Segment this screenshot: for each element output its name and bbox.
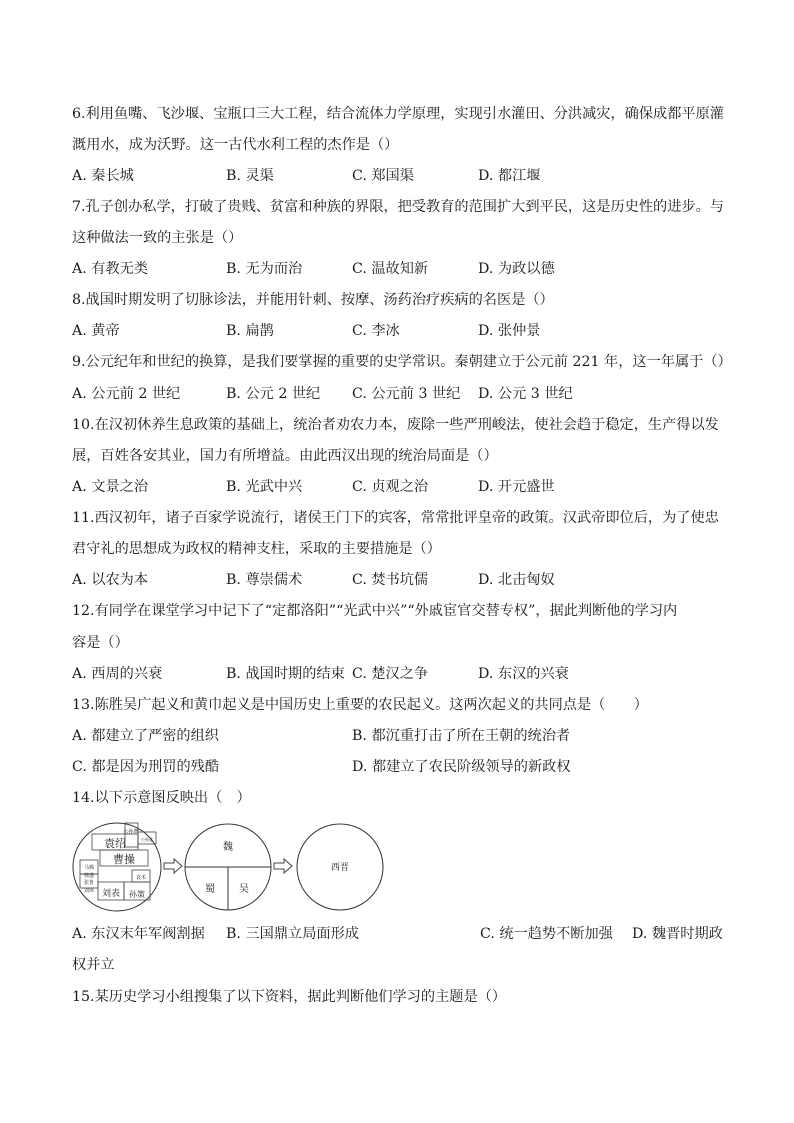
q7-option-a[interactable]: A. 有教无类 bbox=[72, 261, 149, 277]
q13-option-b[interactable]: B. 都沉重打击了所在王朝的统治者 bbox=[352, 728, 571, 744]
q13-option-d[interactable]: D. 都建立了农民阶级领导的新政权 bbox=[352, 759, 571, 775]
warlord-gongsundu: 公孙度 bbox=[141, 837, 153, 842]
q6-option-a[interactable]: A. 秦长城 bbox=[72, 168, 134, 184]
q13-option-c[interactable]: C. 都是因为刑罚的残酷 bbox=[72, 759, 220, 775]
q10-options bbox=[72, 478, 732, 496]
q12-option-b[interactable]: B. 战国时期的结束 bbox=[226, 666, 345, 682]
q9-option-d[interactable]: D. 公元 3 世纪 bbox=[478, 386, 573, 402]
q14-option-b[interactable]: B. 三国鼎立局面形成 bbox=[226, 926, 359, 942]
q8-option-b[interactable]: B. 扁鹊 bbox=[226, 323, 274, 339]
q7-option-d[interactable]: D. 为政以德 bbox=[478, 261, 555, 277]
warlord-liuzhang: 刘璋 bbox=[83, 888, 95, 894]
dynasty-xijin: 西晋 bbox=[330, 863, 350, 873]
q8-options bbox=[72, 322, 732, 340]
warlords-circle bbox=[73, 823, 161, 911]
q7-option-b[interactable]: B. 无为而治 bbox=[226, 261, 303, 277]
warlord-sunce: 孙策 bbox=[129, 890, 145, 899]
q14-options bbox=[72, 925, 732, 943]
kingdom-shu: 蜀 bbox=[205, 884, 215, 895]
kingdom-wei: 魏 bbox=[223, 842, 233, 853]
q13-line-1: 13.陈胜吴广起义和黄巾起义是中国历史上重要的农民起义。这两次起义的共同点是（ ） bbox=[72, 697, 648, 713]
q6-option-c[interactable]: C. 郑国渠 bbox=[352, 168, 414, 184]
q8-option-c[interactable]: C. 李冰 bbox=[352, 323, 400, 339]
q11-option-c[interactable]: C. 焚书坑儒 bbox=[352, 572, 429, 588]
q10-option-d[interactable]: D. 开元盛世 bbox=[478, 479, 555, 495]
q9-line-1: 9.公元纪年和世纪的换算，是我们要掌握的重要的史学常识。秦朝建立于公元前 221 年，这一年属于（） bbox=[72, 354, 732, 370]
q12-line-2: 容是（） bbox=[72, 635, 129, 651]
arrow-right-icon bbox=[274, 859, 292, 873]
q12-line-1: 12.有同学在课堂学习中记下了“定都洛阳”“光武中兴”“外戚宦官交替专权”，据此判断他的学习内 bbox=[72, 603, 678, 619]
q6-option-b[interactable]: B. 灵渠 bbox=[226, 168, 274, 184]
q6-option-d[interactable]: D. 都江堰 bbox=[478, 168, 541, 184]
q8-option-d[interactable]: D. 张仲景 bbox=[478, 323, 541, 339]
q8-option-a[interactable]: A. 黄帝 bbox=[72, 323, 120, 339]
q12-option-c[interactable]: C. 楚汉之争 bbox=[352, 666, 429, 682]
q6-line-1: 6.利用鱼嘴、飞沙堰、宝瓶口三大工程，结合流体力学原理，实现引水灌田、分洪减灾，确保成都平原灌 bbox=[72, 106, 724, 122]
warlord-liubiao: 刘表 bbox=[101, 889, 121, 899]
warlord-mateng: 马腾 bbox=[83, 865, 95, 871]
q7-option-c[interactable]: C. 温故知新 bbox=[352, 261, 429, 277]
q14-option-d[interactable]: D. 魏晋时期政 bbox=[632, 926, 723, 942]
q7-line-2: 这种做法一致的主张是（） bbox=[72, 230, 243, 246]
q13-options-row-1 bbox=[72, 727, 732, 745]
q12-option-a[interactable]: A. 西周的兴衰 bbox=[72, 666, 163, 682]
arrow-right-icon bbox=[164, 859, 182, 873]
q9-options bbox=[72, 385, 732, 403]
q8-line-1: 8.战国时期发明了切脉诊法，并能用针刺、按摩、汤药治疗疾病的名医是（） bbox=[72, 292, 554, 308]
warlord-hansui: 韩遂 bbox=[83, 873, 95, 879]
three-kingdoms-diagram bbox=[70, 820, 390, 920]
q11-option-d[interactable]: D. 北击匈奴 bbox=[478, 572, 555, 588]
warlord-yuanshu: 袁术 bbox=[135, 875, 147, 881]
q12-option-d[interactable]: D. 东汉的兴衰 bbox=[478, 666, 569, 682]
q12-options bbox=[72, 665, 732, 683]
q10-option-a[interactable]: A. 文景之治 bbox=[72, 479, 149, 495]
warlord-yuanshao: 袁绍 bbox=[104, 837, 126, 850]
q11-option-a[interactable]: A. 以农为本 bbox=[72, 572, 149, 588]
q10-line-2: 展，百姓各安其业，国力有所增益。由此西汉出现的统治局面是（） bbox=[72, 448, 498, 464]
warlord-caocao: 曹操 bbox=[113, 853, 135, 866]
q11-options bbox=[72, 571, 732, 589]
q14-option-a[interactable]: A. 东汉末年军阀割据 bbox=[72, 926, 205, 942]
q11-option-b[interactable]: B. 尊崇儒术 bbox=[226, 572, 303, 588]
western-jin-circle bbox=[297, 824, 383, 910]
q15-line-1: 15.某历史学习小组搜集了以下资料，据此判断他们学习的主题是（） bbox=[72, 989, 507, 1005]
three-kingdoms-circle bbox=[185, 824, 271, 910]
q14-line-1: 14.以下示意图反映出（ ） bbox=[72, 790, 251, 806]
q7-options bbox=[72, 260, 732, 278]
q11-line-1: 11.西汉初年，诸子百家学说流行，诸侯王门下的宾客，常常批评皇帝的政策。汉武帝即位后，为了使忠 bbox=[72, 510, 719, 526]
q7-line-1: 7.孔子创办私学，打破了贵贱、贫富和种族的界限，把受教育的范围扩大到平民，这是历史性的进步。与 bbox=[72, 199, 724, 215]
q6-line-2: 溉用水，成为沃野。这一古代水利工程的杰作是（） bbox=[72, 137, 399, 153]
q13-option-a[interactable]: A. 都建立了严密的组织 bbox=[72, 728, 219, 744]
q10-line-1: 10.在汉初休养生息政策的基础上，统治者劝农力本，废除一些严刑峻法，使社会趋于稳定，生产得以发 bbox=[72, 417, 719, 433]
kingdom-wu: 吴 bbox=[239, 884, 249, 895]
diagram-svg bbox=[70, 820, 390, 920]
q11-line-2: 君守礼的思想成为政权的精神支柱，采取的主要措施是（） bbox=[72, 541, 441, 557]
q13-options-row-2 bbox=[72, 758, 732, 776]
warlord-zhanglu: 张鲁 bbox=[83, 880, 95, 886]
q9-option-a[interactable]: A. 公元前 2 世纪 bbox=[72, 386, 181, 402]
q10-option-b[interactable]: B. 光武中兴 bbox=[226, 479, 303, 495]
q9-option-b[interactable]: B. 公元 2 世纪 bbox=[226, 386, 321, 402]
q14-option-d-continued: 权并立 bbox=[72, 957, 115, 973]
q9-option-c[interactable]: C. 公元前 3 世纪 bbox=[352, 386, 461, 402]
q10-option-c[interactable]: C. 贞观之治 bbox=[352, 479, 429, 495]
warlord-gongsunzan: 公孙瓒 bbox=[123, 829, 139, 835]
q14-option-c[interactable]: C. 统一趋势不断加强 bbox=[480, 926, 613, 942]
q6-options bbox=[72, 167, 732, 185]
